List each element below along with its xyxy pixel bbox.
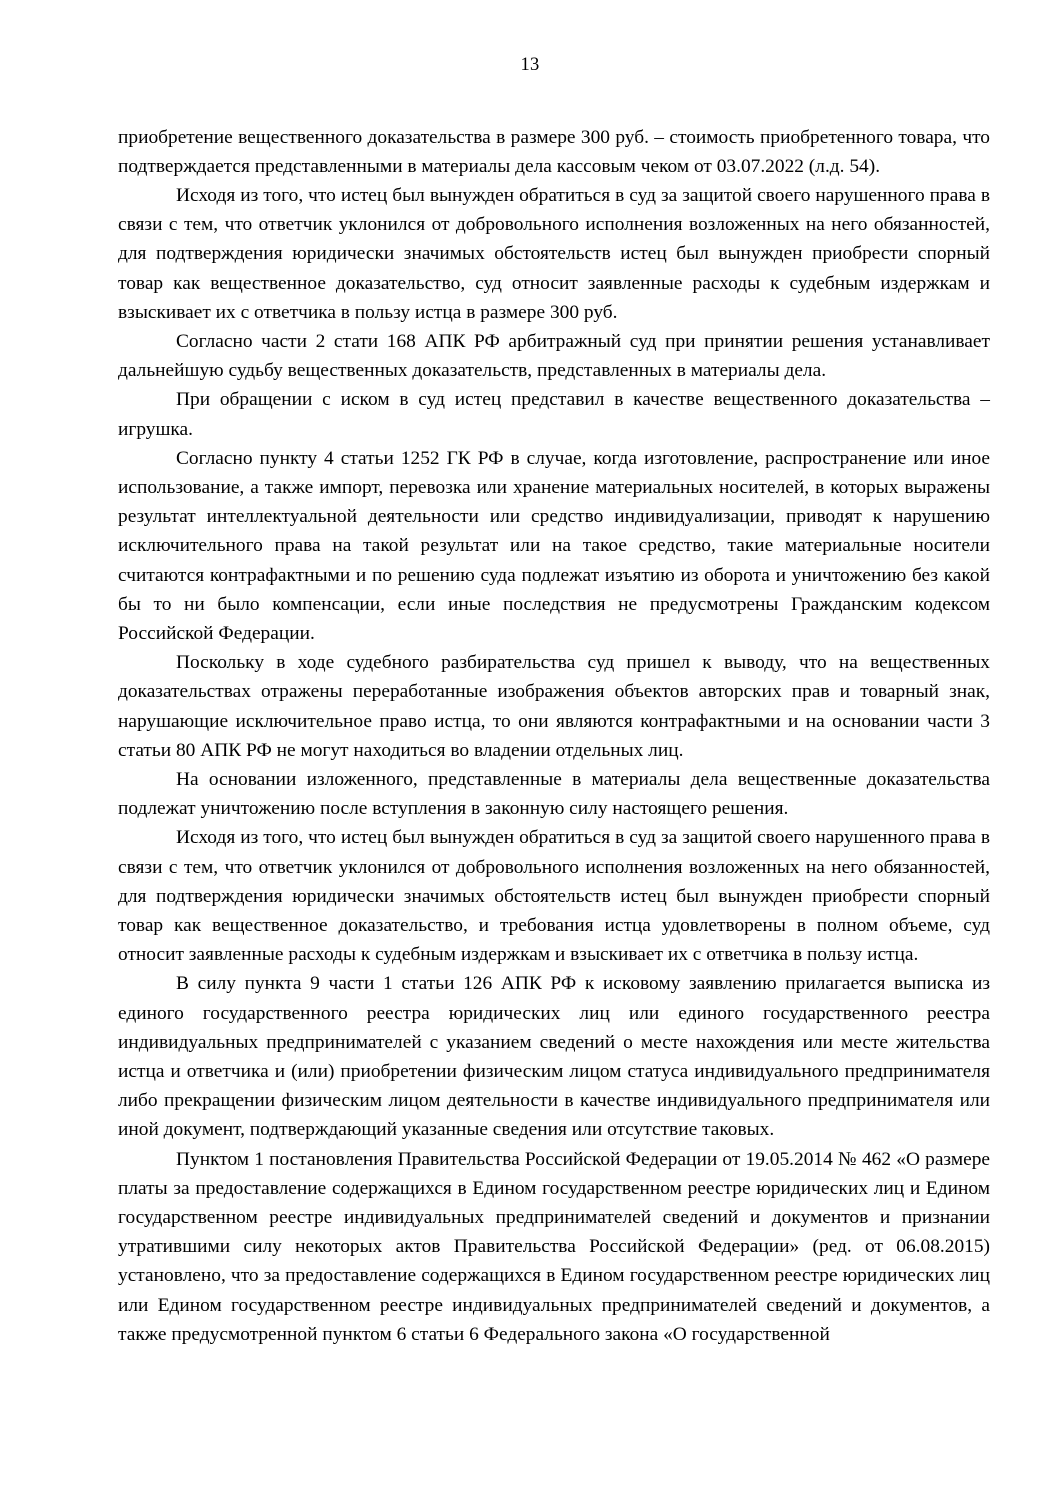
paragraph: Согласно пункту 4 статьи 1252 ГК РФ в случае, когда изготовление, распространение или иное использование, а также импорт, перевозка или хранение материальных носителей, в которых выражены результат интеллектуальной деятельности или средство индивидуализации, приводят к нарушению исключительного права на такой результат или на такое средство, такие материальные носители считаются контрафактными и по решению суда подлежат изъятию из оборота и уничтожению без какой бы то ни было компенсации, если иные последствия не предусмотрены Гражданским кодексом Российской Федерации. [118, 447, 990, 644]
paragraph: Согласно части 2 стати 168 АПК РФ арбитражный суд при принятии решения устанавливает дальнейшую судьбу вещественных доказательств, представленных в материалы дела. [118, 330, 990, 382]
paragraph: Исходя из того, что истец был вынужден обратиться в суд за защитой своего нарушенного права в связи с тем, что ответчик уклонился от добровольного исполнения возложенных на него обязанностей, для подтверждения юридически значимых обстоятельств истец был вынужден приобрести спорный товар как вещественное доказательство, суд относит заявленные расходы к судебным издержкам и взыскивает их с ответчика в пользу истца в размере 300 руб. [118, 184, 990, 323]
paragraph: Пунктом 1 постановления Правительства Российской Федерации от 19.05.2014 № 462 «О размере платы за предоставление содержащихся в Едином государственном реестре юридических лиц и Едином государственном реестре индивидуальных предпринимателей сведений и документов и признании утратившими силу некоторых актов Правительства Российской Федерации» (ред. от 06.08.2015) установлено, что за предоставление содержащихся в Едином государственном реестре юридических лиц или Едином государственном реестре индивидуальных предпринимателей сведений и документов, а также предусмотренной пунктом 6 статьи 6 Федерального закона «О государственной [118, 1148, 990, 1345]
page-number: 13 [520, 55, 540, 75]
paragraph: В силу пункта 9 части 1 статьи 126 АПК РФ к исковому заявлению прилагается выписка из единого государственного реестра юридических лиц или единого государственного реестра индивидуальных предпринимателей с указанием сведений о месте нахождения или месте жительства истца и ответчика и (или) приобретении физическим лицом статуса индивидуального предпринимателя либо прекращении физическим лицом деятельности в качестве индивидуального предпринимателя или иной документ, подтверждающий указанные сведения или отсутствие таковых. [118, 973, 990, 1141]
paragraph: На основании изложенного, представленные в материалы дела вещественные доказательства подлежат уничтожению после вступления в законную силу настоящего решения. [118, 768, 990, 820]
paragraph: Поскольку в ходе судебного разбирательства суд пришел к выводу, что на вещественных доказательствах отражены переработанные изображения объектов авторских прав и товарный знак, нарушающие исключительное право истца, то они являются контрафактными и на основании части 3 статьи 80 АПК РФ не могут находиться во владении отдельных лиц. [118, 652, 990, 761]
paragraph: Исходя из того, что истец был вынужден обратиться в суд за защитой своего нарушенного права в связи с тем, что ответчик уклонился от добровольного исполнения возложенных на него обязанностей, для подтверждения юридически значимых обстоятельств истец был вынужден приобрести спорный товар как вещественное доказательство, и требования истца удовлетворены в полном объеме, суд относит заявленные расходы к судебным издержкам и взыскивает их с ответчика в пользу истца. [118, 827, 990, 966]
paragraph: При обращении с иском в суд истец представил в качестве вещественного доказательства – игрушка. [118, 389, 990, 440]
paragraph: приобретение вещественного доказательства в размере 300 руб. – стоимость приобретенного товара, что подтверждается представленными в материалы дела кассовым чеком от 03.07.2022 (л.д. 54). [118, 126, 990, 177]
document-body [118, 123, 990, 1350]
